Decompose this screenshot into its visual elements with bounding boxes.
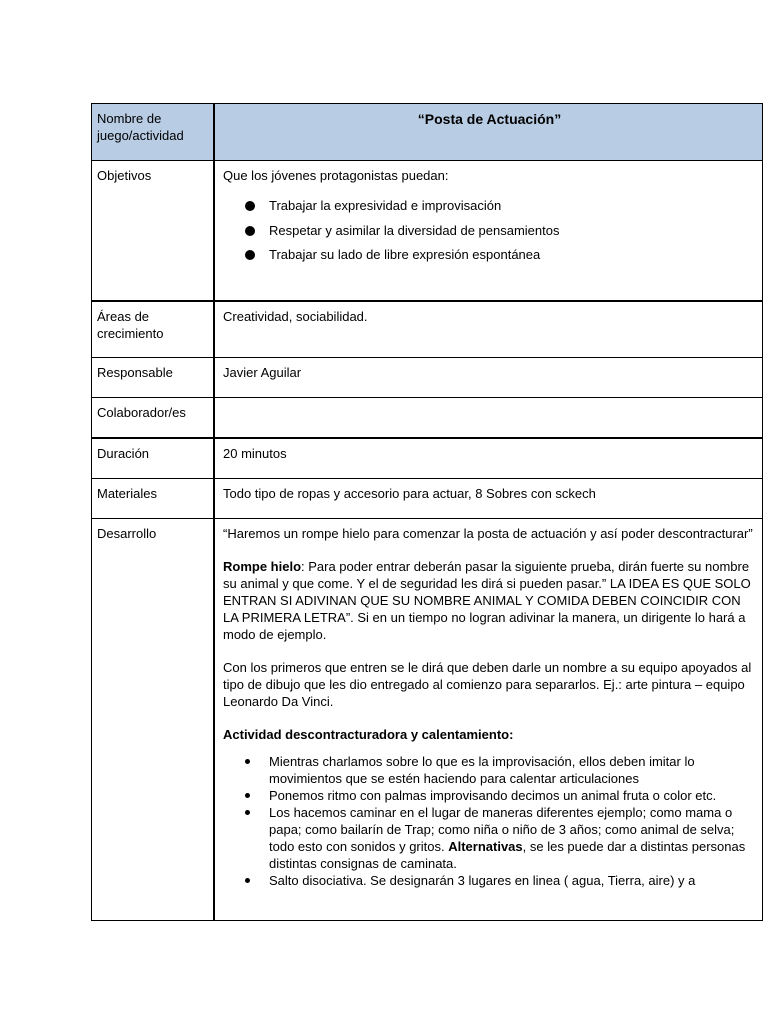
actividad-heading: Actividad descontracturadora y calentamiento: bbox=[223, 727, 514, 742]
bullet-icon bbox=[245, 759, 250, 764]
desarrollo-intro: “Haremos un rompe hielo para comenzar la posta de actuación y así poder descontracturar” bbox=[223, 526, 753, 541]
bullet-icon bbox=[245, 250, 255, 260]
activity-title: “Posta de Actuación” bbox=[417, 111, 562, 127]
colaboradores-row bbox=[92, 398, 762, 439]
bullet-icon bbox=[245, 226, 255, 236]
areas-value: Creatividad, sociabilidad. bbox=[223, 309, 368, 324]
desarrollo-row bbox=[92, 519, 762, 921]
responsable-row bbox=[92, 358, 762, 398]
objetivos-content bbox=[217, 161, 762, 300]
activity-table bbox=[91, 103, 763, 921]
list-item: Los hacemos caminar en el lugar de maneras diferentes ejemplo; como mama o papa; como bailarín de Trap; como niña o niño de 3 años; como animal de selva; todo esto con sonidos y gritos. Alternativas, se les puede dar a distintas personas distintas consignas de caminata. bbox=[245, 804, 756, 872]
rompe-hielo-paragraph: Rompe hielo: Para poder entrar deberán pasar la siguiente prueba, dirán fuerte su nombre su animal y que come. Y el de seguridad les dirá si pueden pasar.” LA IDEA ES QUE SOLO ENTRAN SI ADIVINAN QUE SU NOMBRE ANIMAL Y COMIDA DEBEN COINCIDIR CON LA PRIMERA LETRA”. Si en un tiempo no logran adivinar la manera, un dirigente lo hará a modo de ejemplo. bbox=[223, 559, 751, 642]
responsable-value: Javier Aguilar bbox=[223, 365, 302, 380]
bullet-icon bbox=[245, 878, 250, 883]
list-item: Respetar y asimilar la diversidad de pensamientos bbox=[245, 222, 756, 239]
responsable-label: Responsable bbox=[92, 358, 215, 397]
bullet-icon bbox=[245, 793, 250, 798]
list-item: Trabajar la expresividad e improvisación bbox=[245, 197, 756, 214]
equipos-paragraph: Con los primeros que entren se le dirá que deben darle un nombre a su equipo apoyados al tipo de dibujo que les dio entregado al comienzo para separarlos. Ej.: arte pintura – equipo Leonardo Da Vinci. bbox=[223, 660, 752, 709]
list-item: Mientras charlamos sobre lo que es la improvisación, ellos deben imitar lo movimientos que se estén haciendo para calentar articulaciones bbox=[245, 753, 756, 787]
materiales-value: Todo tipo de ropas y accesorio para actuar, 8 Sobres con sckech bbox=[223, 486, 596, 501]
rompe-hielo-label: Rompe hielo bbox=[223, 559, 302, 574]
list-item: Salto disociativa. Se designarán 3 lugares en linea ( agua, Tierra, aire) y a bbox=[245, 872, 756, 889]
areas-label: Áreas de crecimiento bbox=[92, 302, 215, 357]
objetivos-intro: Que los jóvenes protagonistas puedan: bbox=[223, 168, 449, 183]
duracion-value: 20 minutos bbox=[223, 446, 287, 461]
areas-row bbox=[92, 302, 762, 358]
duracion-label: Duración bbox=[92, 439, 215, 478]
materiales-label: Materiales bbox=[92, 479, 215, 518]
colaboradores-label: Colaborador/es bbox=[92, 398, 215, 437]
objetivos-label: Objetivos bbox=[92, 161, 215, 300]
materiales-row bbox=[92, 479, 762, 519]
list-item: Trabajar su lado de libre expresión espontánea bbox=[245, 246, 756, 263]
objetivos-row bbox=[92, 161, 762, 302]
header-label: Nombre de juego/actividad bbox=[92, 104, 215, 160]
bullet-icon bbox=[245, 810, 250, 815]
desarrollo-content bbox=[217, 519, 762, 921]
bullet-icon bbox=[245, 201, 255, 211]
duracion-row bbox=[92, 439, 762, 479]
header-row bbox=[92, 104, 762, 161]
actividad-list bbox=[223, 753, 756, 889]
objetivos-list bbox=[223, 197, 756, 263]
list-item: Ponemos ritmo con palmas improvisando decimos un animal fruta o color etc. bbox=[245, 787, 756, 804]
colaboradores-value bbox=[217, 398, 762, 437]
desarrollo-label: Desarrollo bbox=[92, 519, 215, 921]
